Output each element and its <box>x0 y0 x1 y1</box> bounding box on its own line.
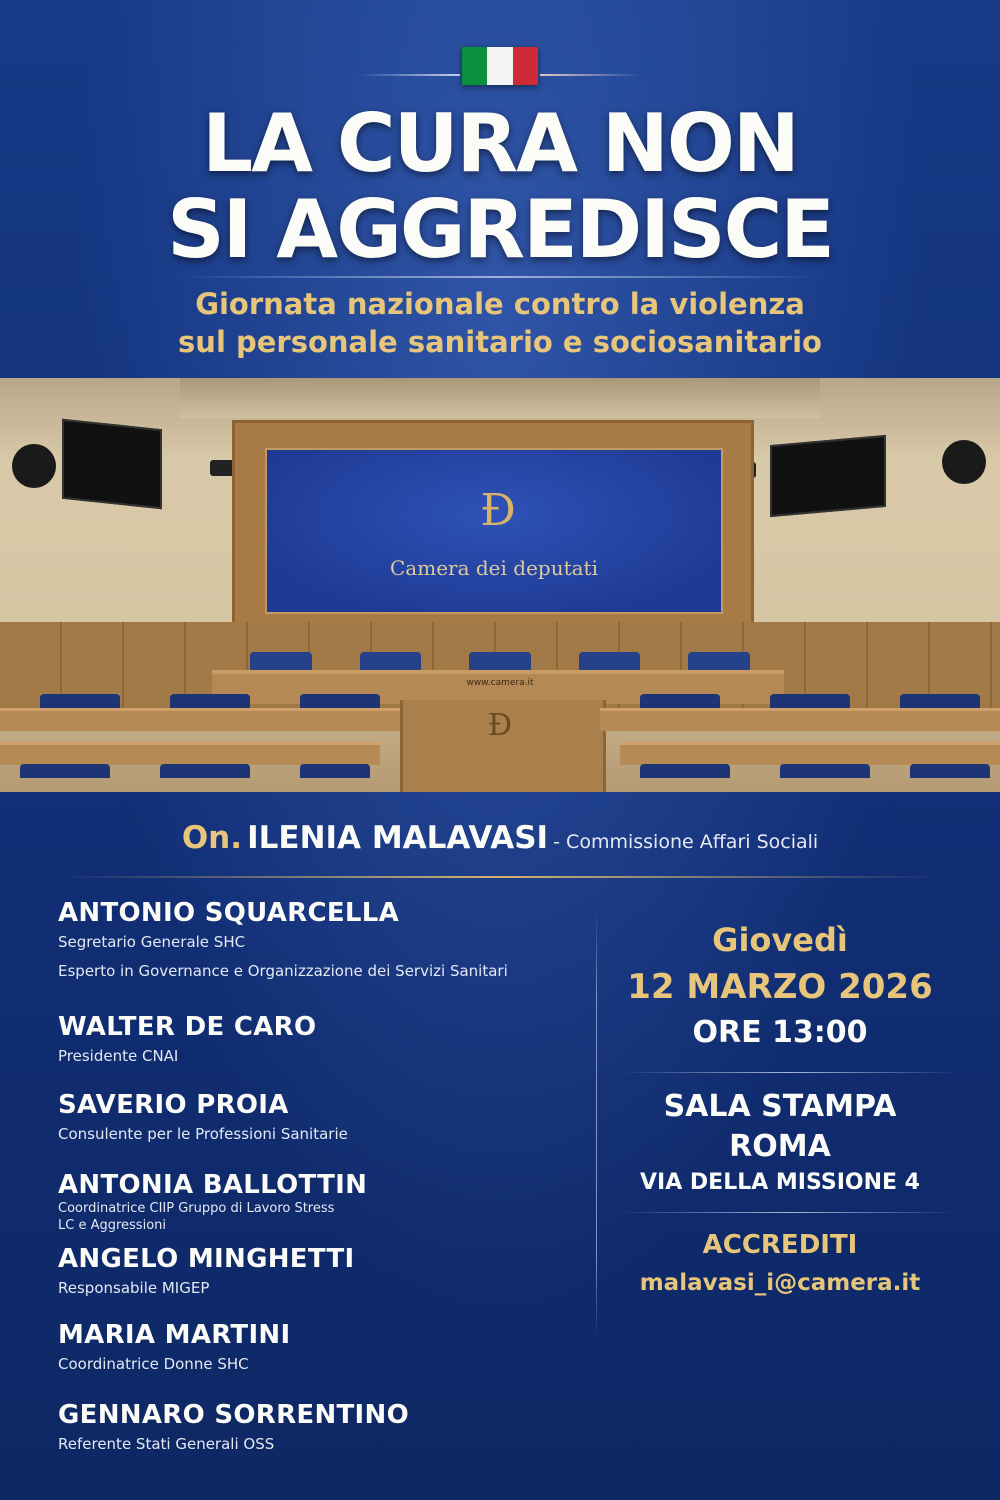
info-divider <box>620 1212 960 1213</box>
top-rule-right <box>540 74 640 76</box>
speaker-item <box>58 1322 588 1373</box>
desk-label: www.camera.it <box>466 678 534 688</box>
speaker-icon <box>12 444 56 488</box>
title-line-1: LA CURA NON <box>202 97 798 190</box>
speaker-name: ANTONIA BALLOTTIN <box>58 1170 368 1200</box>
event-city: ROMA <box>729 1129 831 1164</box>
event-date: 12 MARZO 2026 <box>627 967 933 1007</box>
speaker-item <box>58 1092 588 1143</box>
top-rule-left <box>360 74 460 76</box>
speaker-role: LC e Aggressioni <box>58 1217 166 1233</box>
subtitle-line-2: sul personale sanitario e sociosanitario <box>178 325 822 359</box>
tv-monitor-icon <box>62 419 162 510</box>
event-time: ORE 13:00 <box>692 1015 868 1050</box>
subtitle-line-1: Giornata nazionale contro la violenza <box>195 287 805 321</box>
speaker-role: Referente Stati Generali OSS <box>58 1435 275 1453</box>
speaker-role: Esperto in Governance e Organizzazione dei Servizi Sanitari <box>58 962 508 981</box>
speaker-role: Consulente per le Professioni Sanitarie <box>58 1125 348 1143</box>
speaker-role: Responsabile MIGEP <box>58 1279 210 1297</box>
speaker-name: SAVERIO PROIA <box>58 1090 289 1120</box>
speaker-icon <box>942 440 986 484</box>
tv-monitor-icon <box>770 435 886 517</box>
speaker-name: WALTER DE CARO <box>58 1012 317 1042</box>
panel-label: Camera dei deputati <box>390 556 598 580</box>
speaker-role: Presidente CNAI <box>58 1047 179 1065</box>
speaker-name: ANTONIO SQUARCELLA <box>58 898 400 928</box>
title-line-2: SI AGGREDISCE <box>167 183 833 276</box>
host-divider <box>60 876 940 878</box>
speaker-item <box>58 1246 588 1297</box>
speaker-item <box>58 1172 588 1234</box>
event-day: Giovedì <box>712 921 848 959</box>
host-name: ILENIA MALAVASI <box>247 820 549 856</box>
speaker-item <box>58 900 588 981</box>
host-line <box>0 820 1000 856</box>
speaker-name: GENNARO SORRENTINO <box>58 1400 409 1430</box>
camera-emblem-icon: Ð <box>480 485 516 536</box>
event-address: VIA DELLA MISSIONE 4 <box>640 1170 920 1195</box>
press-room-photo <box>0 378 1000 792</box>
speaker-name: MARIA MARTINI <box>58 1320 291 1350</box>
podium-emblem-icon: Ð <box>487 708 513 743</box>
accreditation-email[interactable]: malavasi_i@camera.it <box>639 1270 921 1296</box>
host-prefix: On. <box>181 820 243 856</box>
italian-flag-icon <box>462 47 538 85</box>
speaker-item <box>58 1014 588 1065</box>
info-divider <box>620 1072 960 1073</box>
speaker-role: Segretario Generale SHC <box>58 933 246 951</box>
speaker-name: ANGELO MINGHETTI <box>58 1244 355 1274</box>
host-role: - Commissione Affari Sociali <box>553 831 819 853</box>
event-venue: SALA STAMPA <box>663 1089 897 1124</box>
speaker-role: Coordinatrice Donne SHC <box>58 1355 249 1373</box>
column-divider <box>596 910 597 1340</box>
title-divider <box>180 276 820 278</box>
speaker-item <box>58 1402 588 1453</box>
accreditation-label: ACCREDITI <box>702 1230 858 1260</box>
speaker-role: Coordinatrice CIIP Gruppo di Lavoro Stress <box>58 1201 335 1216</box>
